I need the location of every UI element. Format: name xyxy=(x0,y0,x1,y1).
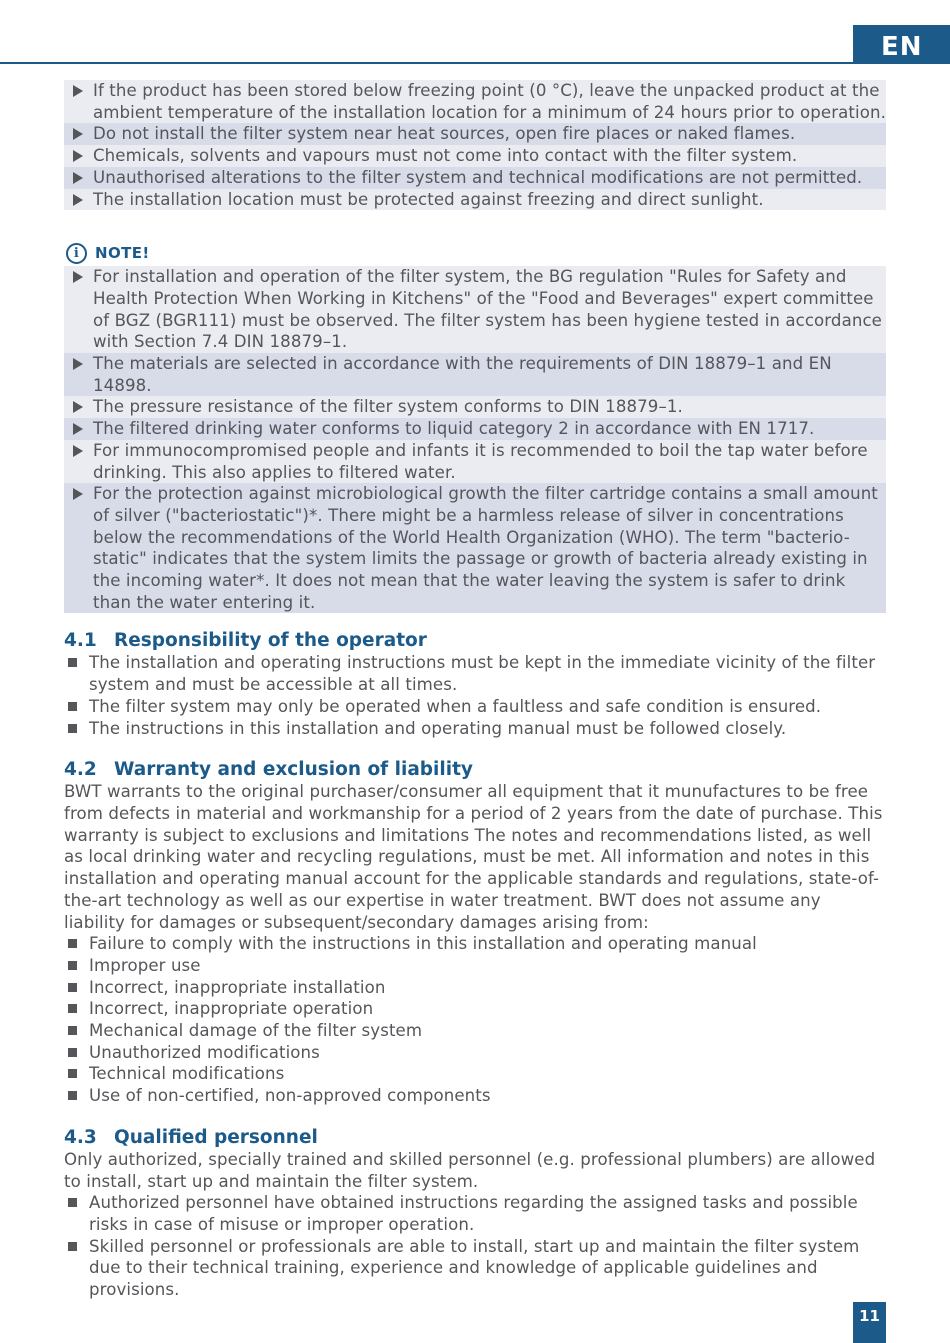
note-heading: i NOTE! xyxy=(64,240,886,266)
list-item: Technical modifications xyxy=(64,1063,886,1085)
list-item: The installation and operating instructions must be kept in the immediate vicinity of the filter system and must be accessible at all times. xyxy=(64,652,886,695)
personnel-list xyxy=(64,1192,886,1301)
list-item: For installation and operation of the filter system, the BG regulation "Rules for Safety and Health Protection When Working in Kitchens" of the "Food and Beverages" expert committee of BGZ (BGR111) must be observed. The filter system has been hygiene tested in accordance with Section 7.4 DIN 18879–1. xyxy=(64,266,886,353)
arrow-bullet-icon xyxy=(73,488,83,500)
list-item: Incorrect, inappropriate operation xyxy=(64,998,886,1020)
section-heading-4-2: 4.2 Warranty and exclusion of liability xyxy=(64,759,473,781)
section-heading-4-3: 4.3 Qualified personnel xyxy=(64,1126,318,1148)
square-bullet-icon xyxy=(68,1091,77,1100)
personnel-paragraph: Only authorized, specially trained and skilled personnel (e.g. professional plumbers) are allowed to install, start up and maintain the filter system. xyxy=(64,1149,876,1191)
arrow-bullet-icon xyxy=(73,128,83,140)
square-bullet-icon xyxy=(68,983,77,992)
square-bullet-icon xyxy=(68,1069,77,1078)
square-bullet-icon xyxy=(68,961,77,970)
header-rule xyxy=(0,62,950,64)
arrow-bullet-icon xyxy=(73,172,83,184)
note-list xyxy=(64,266,886,613)
liability-list xyxy=(64,933,886,1107)
arrow-bullet-icon xyxy=(73,401,83,413)
list-item: The installation location must be protected against freezing and direct sunlight. xyxy=(64,189,886,211)
square-bullet-icon xyxy=(68,1242,77,1251)
list-item: The materials are selected in accordance with the requirements of DIN 18879–1 and EN 14898. xyxy=(64,353,886,396)
list-item: Failure to comply with the instructions in this installation and operating manual xyxy=(64,933,886,955)
square-bullet-icon xyxy=(68,1026,77,1035)
arrow-bullet-icon xyxy=(73,194,83,206)
operator-list xyxy=(64,652,886,739)
square-bullet-icon xyxy=(68,1048,77,1057)
list-item: The pressure resistance of the filter system conforms to DIN 18879–1. xyxy=(64,396,886,418)
page-content xyxy=(64,80,886,1301)
list-item: Skilled personnel or professionals are able to install, start up and maintain the filter system due to their technical training, experience and knowledge of applicable guidelines and provisions. xyxy=(64,1236,886,1301)
list-item: For the protection against microbiological growth the filter cartridge contains a small amount of silver ("bacteriostatic")*. There might be a harmless release of silver in concentrations below the recommendations of the World Health Organization (WHO). The term "bacterio-static" indicates that the system limits the passage or growth of bacteria already existing in the incoming water*. It does not mean that the water leaving the system is safer to drink than the water entering it. xyxy=(64,483,886,613)
list-item: For immunocompromised people and infants it is recommended to boil the tap water before drinking. This also applies to filtered water. xyxy=(64,440,886,483)
square-bullet-icon xyxy=(68,658,77,667)
arrow-bullet-icon xyxy=(73,423,83,435)
section-heading-4-1: 4.1 Responsibility of the operator xyxy=(64,630,427,652)
arrow-bullet-icon xyxy=(73,85,83,97)
list-item: Improper use xyxy=(64,955,886,977)
list-item: Mechanical damage of the filter system xyxy=(64,1020,886,1042)
arrow-bullet-icon xyxy=(73,271,83,283)
list-item: The instructions in this installation and operating manual must be followed closely. xyxy=(64,718,886,740)
square-bullet-icon xyxy=(68,1198,77,1207)
arrow-bullet-icon xyxy=(73,445,83,457)
warning-list xyxy=(64,80,886,210)
list-item: Authorized personnel have obtained instructions regarding the assigned tasks and possible risks in case of misuse or improper operation. xyxy=(64,1192,886,1235)
list-item: Unauthorized modifications xyxy=(64,1042,886,1064)
list-item: Incorrect, inappropriate installation xyxy=(64,977,886,999)
list-item: Chemicals, solvents and vapours must not come into contact with the filter system. xyxy=(64,145,886,167)
list-item: If the product has been stored below freezing point (0 °C), leave the unpacked product at the ambient temperature of the installation location for a minimum of 24 hours prior to operation. xyxy=(64,80,886,123)
square-bullet-icon xyxy=(68,724,77,733)
square-bullet-icon xyxy=(68,702,77,711)
square-bullet-icon xyxy=(68,939,77,948)
page-number: 11 xyxy=(853,1302,886,1343)
language-tab: EN xyxy=(853,25,950,64)
list-item: The filtered drinking water conforms to liquid category 2 in accordance with EN 1717. xyxy=(64,418,886,440)
list-item: Do not install the filter system near heat sources, open fire places or naked flames. xyxy=(64,123,886,145)
list-item: Use of non-certified, non-approved components xyxy=(64,1085,886,1107)
warranty-paragraph: BWT warrants to the original purchaser/consumer all equipment that it munufactures to be free from defects in material and workmanship for a period of 2 years from the date of purchase. This warranty is subject to exclusions and limitations The notes and recommendations listed, as well as local drinking water and recycling regulations, must be met. All information and notes in this installation and operating manual account for the applicable standards and regulations, state-of-the-art technology as well as our expertise in water treatment. BWT does not assume any liability for damages or subsequent/secondary damages arising from: xyxy=(64,782,883,932)
arrow-bullet-icon xyxy=(73,358,83,370)
square-bullet-icon xyxy=(68,1004,77,1013)
info-icon: i xyxy=(66,243,87,264)
list-item: Unauthorised alterations to the filter system and technical modifications are not permitted. xyxy=(64,167,886,189)
arrow-bullet-icon xyxy=(73,150,83,162)
list-item: The filter system may only be operated when a faultless and safe condition is ensured. xyxy=(64,696,886,718)
